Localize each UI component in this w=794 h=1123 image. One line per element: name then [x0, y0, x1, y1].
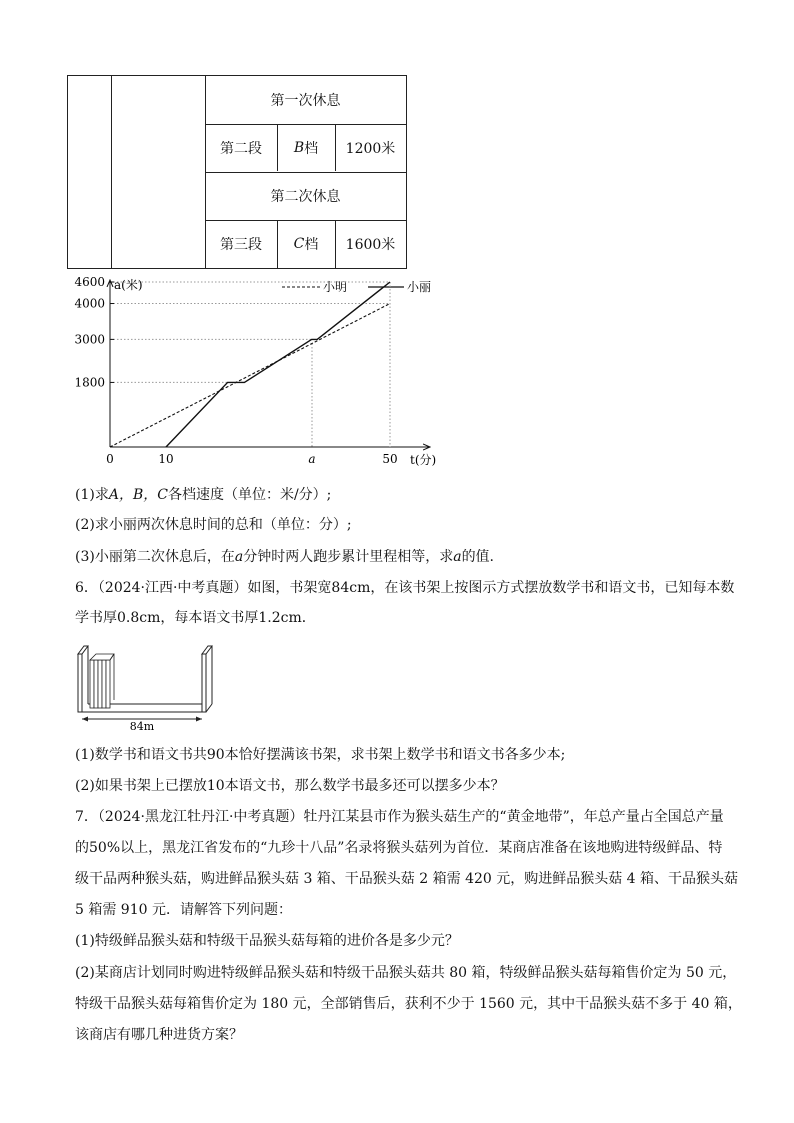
y-tick-label: 4000 — [74, 296, 105, 311]
shelf-right-board-front — [202, 654, 206, 712]
running-plan-table — [67, 75, 407, 269]
y-tick-label: 3000 — [74, 332, 105, 347]
series-line-xiaoming — [110, 304, 390, 447]
q5-part3-prefix: (3)小丽第二次休息后，在 — [75, 549, 235, 565]
gear-letter: B — [293, 140, 305, 156]
dimension-arrow-right — [196, 717, 202, 722]
table-divider — [111, 76, 112, 268]
table-cell-segment: 第二段 — [220, 141, 262, 157]
table-cell-gear — [277, 124, 335, 172]
shelf-base-edge — [206, 704, 212, 712]
q5-part3 — [75, 547, 494, 567]
legend-label-xiaoli: 小丽 — [407, 280, 432, 294]
problem7-q2-line2: 特级干品猴头菇每箱售价定为 180 元，全部销售后，获利不少于 1560 元，其中干品猴头菇不多于 40 箱， — [75, 996, 742, 1012]
q5-part1-suffix: 各档速度（单位：米/分）; — [167, 487, 332, 503]
problem7-line4: 5 箱需 910 元．请解答下列问题： — [75, 902, 292, 918]
table-cell-gear — [277, 220, 335, 268]
problem7-q2-line3: 该商店有哪几种进货方案？ — [75, 1027, 243, 1043]
dimension-arrow-left — [82, 717, 88, 722]
x-axis-label: t(分) — [410, 453, 437, 467]
problem7-line1: 7．（2024·黑龙江牡丹江·中考真题）牡丹江某县市作为猴头菇生产的“黄金地带”，年总产量占全国总产量 — [75, 809, 724, 825]
shelf-width-label: 84m — [129, 720, 155, 730]
x-tick-label: a — [308, 452, 316, 466]
y-axis-label: a(米) — [114, 278, 143, 292]
q5-part3-suffix: 的值. — [461, 549, 495, 565]
shelf-left-board-top — [78, 646, 88, 654]
table-cell-rest2: 第二次休息 — [270, 189, 341, 205]
gear-suffix: 档 — [304, 141, 319, 157]
x-tick-label: 0 — [106, 452, 114, 466]
q5-part3-var2: a — [453, 549, 462, 565]
table-cell-rest1: 第一次休息 — [270, 93, 341, 109]
y-tick-label: 1800 — [74, 375, 105, 390]
x-tick-label: 50 — [382, 452, 398, 466]
q5-part2: (2)求小丽两次休息时间的总和（单位：分）; — [75, 517, 352, 533]
q5-part3-mid: 分钟时两人跑步累计里程相等，求 — [243, 549, 454, 565]
q5-part3-var: a — [234, 549, 244, 565]
problem6-q1: (1)数学书和语文书共90本恰好摆满该书架，求书架上数学书和语文书各多少本; — [75, 747, 566, 763]
book-stack — [90, 654, 114, 708]
table-cell-segment: 第三段 — [220, 237, 262, 253]
y-tick-label: 4600 — [74, 275, 105, 289]
bookshelf-figure — [72, 638, 232, 730]
problem6-q2: (2)如果书架上已摆放10本语文书，那么数学书最多还可以摆多少本？ — [75, 778, 505, 794]
q5-part1 — [75, 485, 331, 505]
gear-letter: C — [293, 236, 305, 252]
problem6-line1: 6．（2024·江西·中考真题）如图，书架宽84cm，在该书架上按图示方式摆放数学书和语文书，已知每本数 — [75, 580, 735, 596]
q5-part1-prefix: (1)求 — [75, 487, 109, 503]
problem6-line2: 学书厚0.8cm，每本语文书厚1.2cm． — [75, 610, 316, 626]
problem7-q2-line1: (2)某商店计划同时购进特级鲜品猴头菇和特级干品猴头菇共 80 箱，特级鲜品猴头菇每箱售价定为 50 元， — [75, 965, 737, 981]
legend-label-xiaoming: 小明 — [323, 280, 348, 294]
distance-time-chart — [70, 275, 450, 470]
q5-part1-vars: A，B，C — [108, 487, 168, 503]
table-cell-distance: 1200米 — [345, 141, 396, 157]
problem7-line3: 级干品两种猴头菇，购进鲜品猴头菇 3 箱、干品猴头菇 2 箱需 420 元，购进鲜品猴头菇 4 箱、干品猴头菇 — [75, 871, 739, 887]
shelf-left-board-front — [78, 654, 82, 712]
problem7-q1: (1)特级鲜品猴头菇和特级干品猴头菇每箱的进价各是多少元？ — [75, 933, 459, 949]
table-cell-distance: 1600米 — [345, 237, 396, 253]
problem7-line2: 的50%以上，黑龙江省发布的“九珍十八品”名录将猴头菇列为首位．某商店准备在该地购进特级鲜品、特 — [75, 840, 723, 856]
shelf-right-board-top — [202, 646, 212, 654]
series-line-xiaoli — [166, 282, 390, 447]
x-tick-label: 10 — [158, 452, 174, 466]
gear-suffix: 档 — [304, 237, 319, 253]
